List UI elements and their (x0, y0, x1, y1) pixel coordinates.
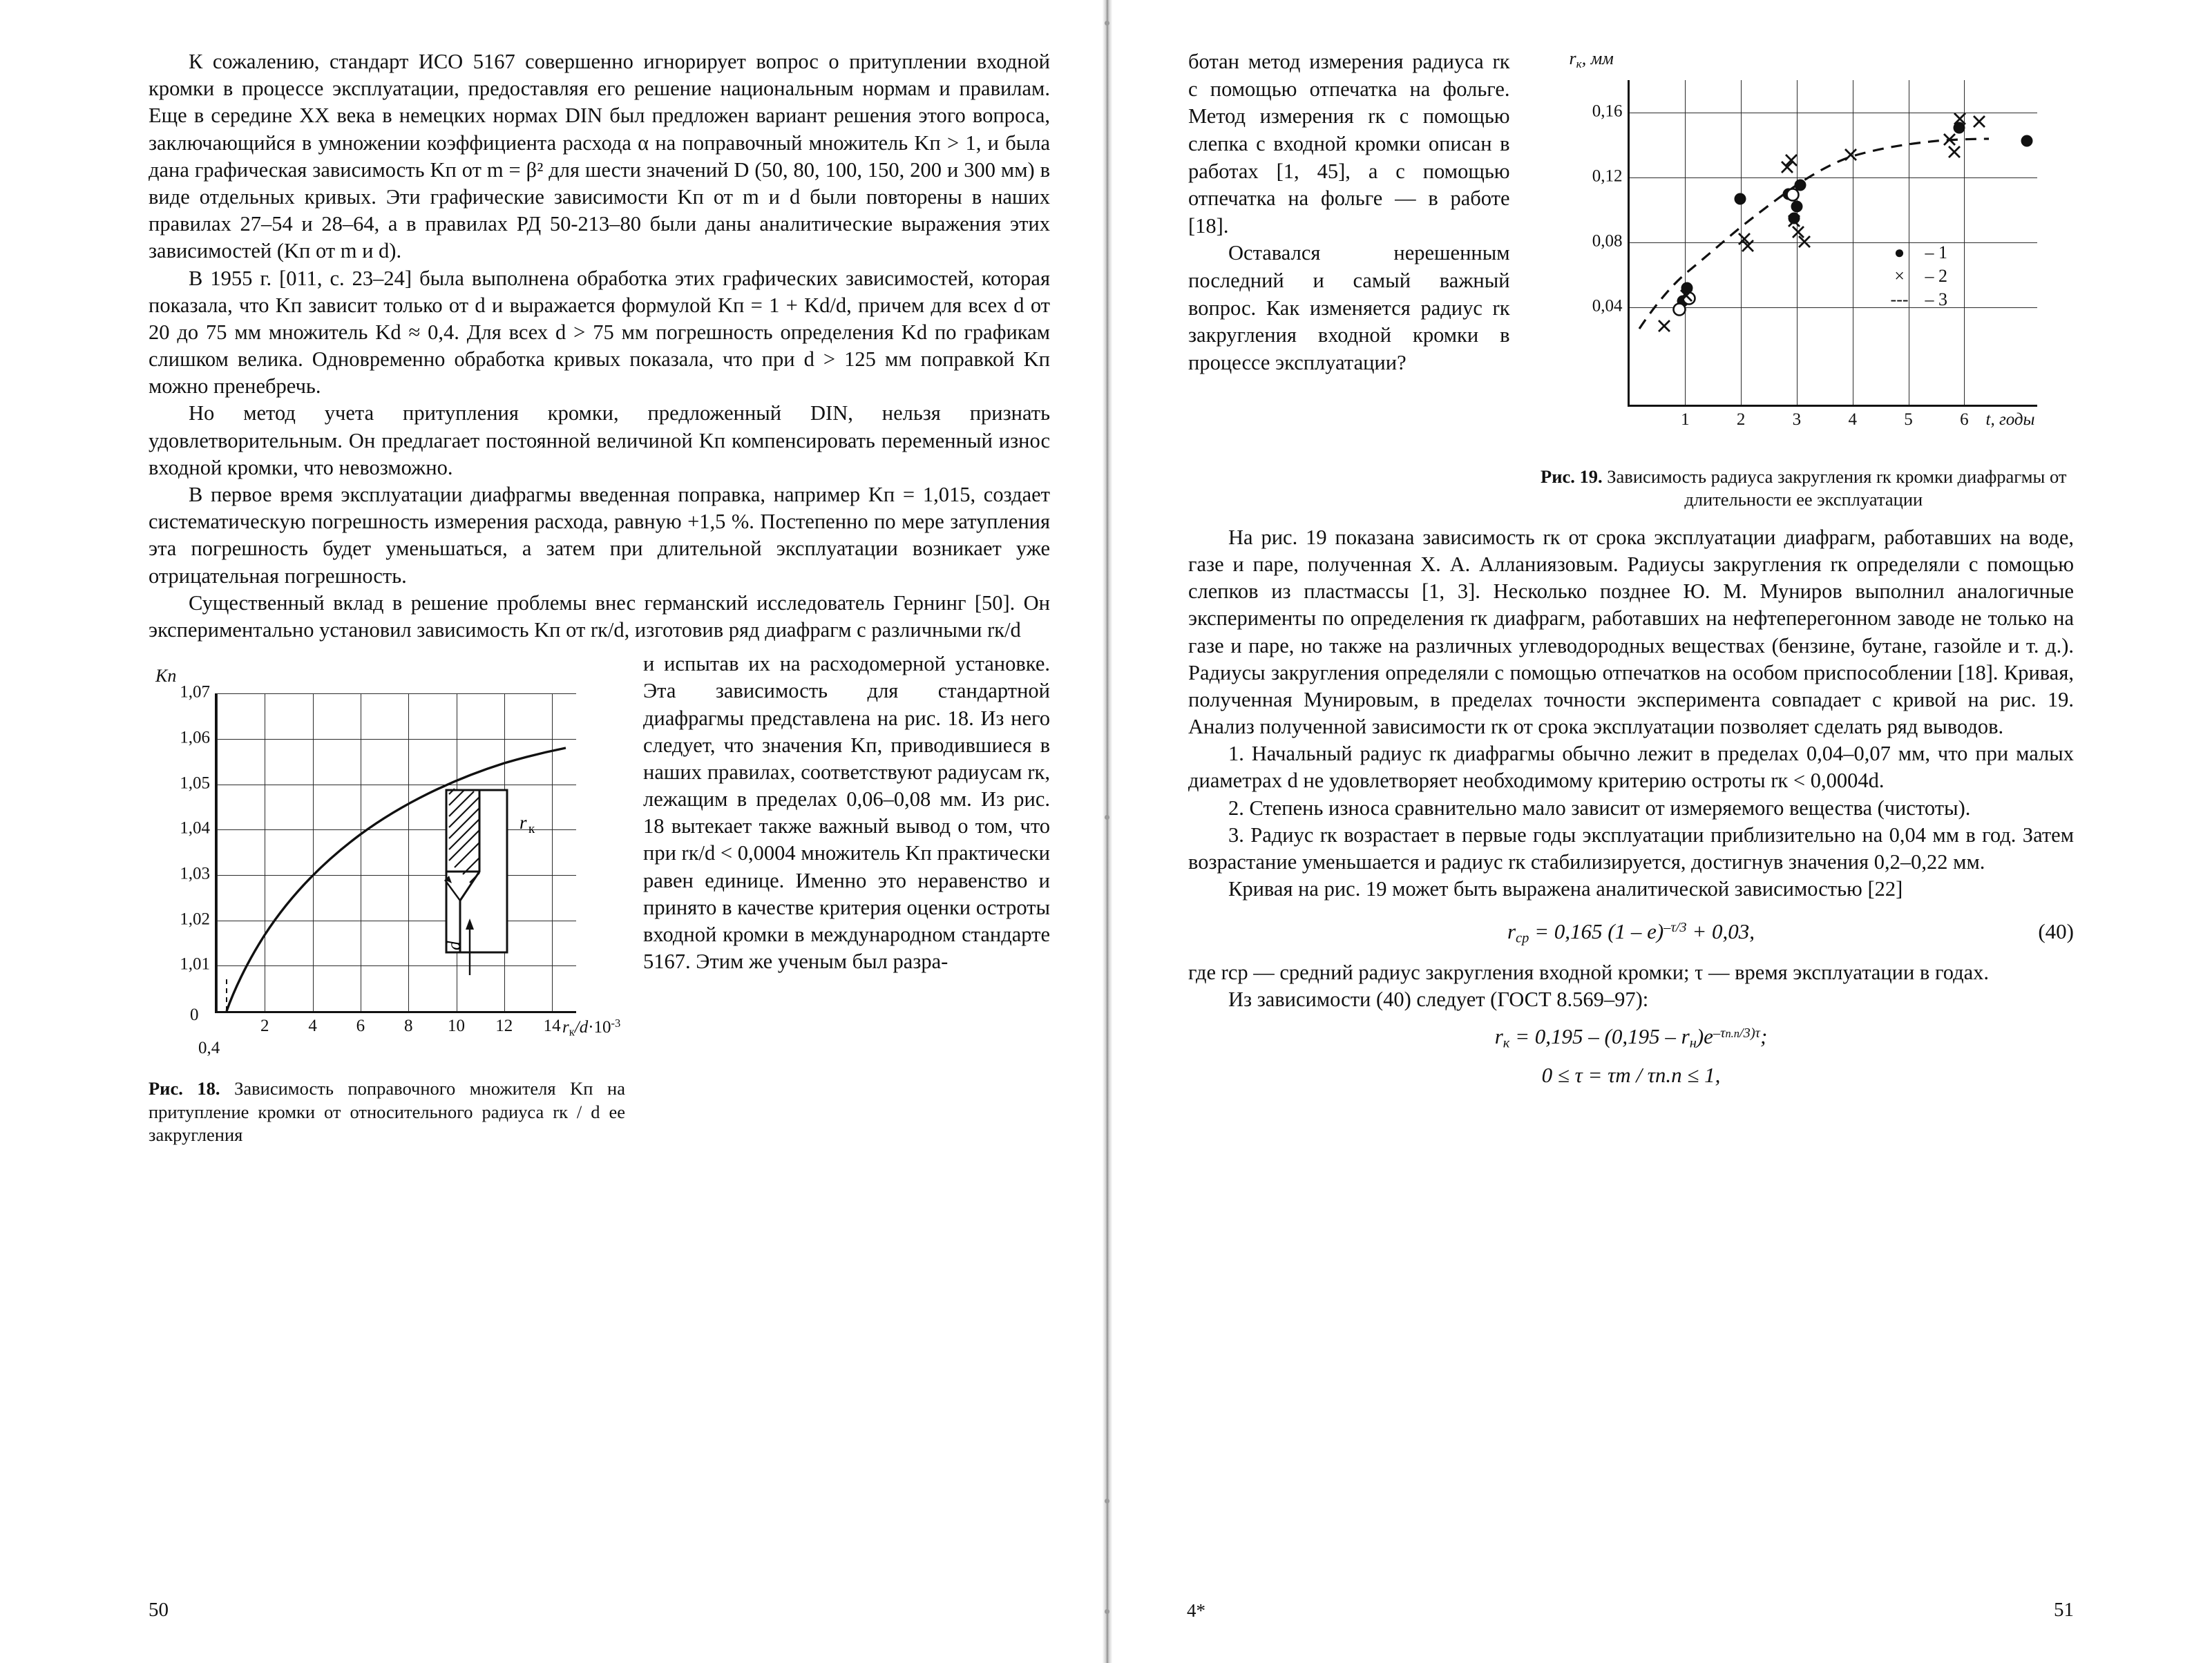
legend-item (1884, 240, 1948, 264)
left-page-side-column (643, 651, 1050, 1146)
figure-18-y-axis-label: Kп (155, 666, 177, 686)
paragraph: Оставался нерешенным последний и самый важный вопрос. Как изменяется радиус rк закругления входной кромки в процессе эксплуатации? (1188, 241, 1510, 375)
formula-rk: $r_к = 0,195 - (0,195 - r_н)e^{-\tau п.п/3)\tau}$; (1494, 1024, 1768, 1052)
formula-tau: 0 ≤ τ = τт / τп.п ≤ 1, (1541, 1063, 1721, 1088)
figure-18-caption-label: Рис. 18. (149, 1078, 220, 1099)
figure-and-text-block (149, 651, 1050, 1146)
figure-18-x-start-label: 0,4 (198, 1039, 220, 1058)
figure-18-xtick: 12 (495, 1017, 513, 1036)
figure-18 (149, 666, 625, 1059)
legend-item (1884, 287, 1948, 311)
figure-19-column (1534, 48, 2074, 512)
figure-18-origin-label: 0 (190, 1006, 199, 1025)
figure-18-x-axis-label: $r_к/d\cdot 10^{-3}$ (562, 1017, 621, 1039)
paragraph: Но метод учета притупления кромки, предложенный DIN, нельзя признать удовлетворительным. Он предлагает постоянной величиной Kп компенсировать переменный износ входной кромки, что невозможно. (149, 401, 1050, 479)
paragraph: В первое время эксплуатации диафрагмы введенная поправка, например Kп = 1,015, создает систематическую погрешность измерения расхода, равную +1,5 %. Постепенно по мере затупления эта погрешность будет уменьшаться, а затем при длительной эксплуатации возникает уже отрицательная погрешность. (149, 483, 1050, 588)
figure-18-xtick: 8 (403, 1017, 413, 1036)
figure-19-xtick: 5 (1904, 410, 1913, 429)
figure-18-ytick: 1,01 (180, 954, 210, 974)
figure-19 (1534, 48, 2072, 456)
paragraph: К сожалению, стандарт ИСО 5167 совершенно игнорирует вопрос о притуплении входной кромки в процессе эксплуатации, предоставляя его решение национальным нормам и правилам. Еще в середине XX века в немецких нормах DIN был предложен вариант решения этого вопроса, заключающийся в умножении коэффициента расхода α на поправочный множитель Kп > 1, и была дана графическая зависимость Kп от m = β² для шести значений D (50, 80, 100, 150, 200 и 300 мм) в виде отдельных кривых. Эти графические зависимости Kп от m и d были повторены в наших правилах 27–54 и 28–64, а в правилах РД 50-213–80 были даны аналитические выражения этих зависимостей (Kп от m и d). (149, 50, 1050, 263)
figure-18-ytick: 1,05 (180, 773, 210, 793)
figure-19-xtick: 1 (1681, 410, 1690, 429)
figure-18-column (149, 651, 625, 1146)
paragraph: В 1955 г. [011, с. 23–24] была выполнена обработка этих графических зависимостей, которая показала, что Kп зависит только от d и выражается формулой Kп = 1 + Kd/d, причем для всех d от 20 до 75 мм множитель Kd ≈ 0,4. Для всех d > 75 мм погрешность определения Kd по графикам слишком велика. Одновременно обработка кривых показала, что при d > 125 мм поправкой Kп можно пренебречь. (149, 266, 1050, 398)
figure-19-y-axis-label: $r_к$, мм (1569, 48, 1614, 70)
paragraph: Существенный вклад в решение проблемы внес германский исследователь Гернинг [50]. Он экспериментально установил зависимость Kп от rк/d, изготовив ряд диафрагм с различными rк/d (149, 590, 1050, 642)
legend-label: – 2 (1925, 265, 1948, 286)
figure-19-ytick: 0,16 (1592, 102, 1623, 121)
figure-18-plot-area (180, 682, 621, 1039)
paragraph: 2. Степень износа сравнительно мало зависит от измеряемого вещества (чистоты). (1228, 796, 1971, 820)
figure-19-ytick: 0,12 (1592, 166, 1623, 186)
legend-marker-cross: × (1894, 265, 1905, 286)
legend-marker-dashed: --- (1890, 289, 1909, 309)
paragraph: Из зависимости (40) следует (ГОСТ 8.569–97): (1228, 988, 1649, 1012)
figure-18-xtick: 2 (260, 1017, 269, 1036)
paragraph: 1. Начальный радиус rк диафрагмы обычно лежит в пределах 0,04–0,07 мм, что при малых диаметрах d не удовлетворяет необходимому критерию остроты rк < 0,0004d. (1188, 742, 2074, 793)
svg-text:d: d (444, 941, 464, 951)
formula-40-body: $r_{ср} = 0,165$ (1 – e)$^{-\tau/3}$ + 0,03, (1507, 919, 1755, 947)
formula-40-number: (40) (2038, 919, 2074, 944)
figure-18-xtick: 4 (308, 1017, 317, 1036)
figure-19-caption-text: Зависимость радиуса закругления rк кромки диафрагмы от длительности ее эксплуатации (1602, 466, 2067, 510)
paragraph: 3. Радиус rк возрастает в первые годы эксплуатации приблизительно на 0,04 мм в год. Затем возрастание уменьшается и радиус rк стабилизируется, достигнув значения 0,2–0,22 мм. (1188, 823, 2074, 874)
svg-text:r: r (519, 812, 527, 834)
legend-label: – 3 (1925, 289, 1948, 309)
figure-19-caption-label: Рис. 19. (1541, 466, 1603, 487)
figure-19-xtick: 2 (1736, 410, 1746, 429)
figure-19-x-axis-label: t, годы (1985, 410, 2035, 429)
figure-18-ytick: 1,03 (180, 864, 210, 883)
figure-18-ytick: 1,07 (180, 682, 210, 702)
figure-19-xtick: 4 (1848, 410, 1857, 429)
figure-18-ytick: 1,02 (180, 910, 210, 929)
paragraph: и испытав их на расходомерной установке. Эта зависимость для стандартной диафрагмы представлена на рис. 18. Из него следует, что значения Kп, приводившиеся в наших правилах, соответствуют радиусам rк, лежащим в пределах 0,06–0,08 мм. Из рис. 18 вытекает также важный вывод о том, что при rк/d < 0,0004 множитель Kп практически равен единице. Именно это неравенство и принято в качестве критерия оценки остроты входной кромки в международном стандарте 5167. Этим же ученым был разра- (643, 652, 1050, 974)
figure-19-xtick: 6 (1960, 410, 1969, 429)
figure-18-caption (149, 1077, 625, 1146)
right-page-top-block (1188, 48, 2074, 512)
signature-mark: 4* (1187, 1600, 1205, 1621)
figure-18-ytick: 1,04 (180, 818, 210, 838)
page-number-right: 51 (2054, 1599, 2074, 1621)
figure-18-ytick: 1,06 (180, 728, 210, 747)
legend-label: – 1 (1925, 242, 1948, 262)
paragraph: где rср — средний радиус закругления входной кромки; τ — время эксплуатации в годах. (1188, 961, 1990, 985)
left-page (0, 0, 1105, 1663)
formula-40 (1188, 919, 2074, 947)
figure-18-xtick: 14 (543, 1017, 561, 1036)
paragraph: ботан метод измерения радиуса rк с помощью отпечатка на фольге. Метод измерения rк с помощью слепка с входной кромки описан в работах [1, 45], а с помощью отпечатка на фольге — в работе [18]. (1188, 50, 1510, 238)
legend-item (1884, 264, 1948, 287)
figure-19-ytick: 0,04 (1592, 296, 1623, 316)
right-page-narrow-column (1188, 48, 1510, 512)
svg-text:к: к (528, 822, 535, 837)
figure-18-xtick: 10 (448, 1017, 465, 1036)
figure-18-caption-text: Зависимость поправочного множителя Kп на притупление кромки от относительного радиуса rк / d ее закругления (149, 1078, 625, 1145)
figure-19-caption (1534, 465, 2074, 512)
figure-19-xtick: 3 (1792, 410, 1802, 429)
figure-19-ytick: 0,08 (1592, 231, 1623, 251)
figure-19-legend (1884, 240, 1948, 311)
legend-marker-filled-circle: ● (1894, 242, 1905, 262)
right-page (1105, 0, 2212, 1663)
figure-19-plot-area (1592, 80, 2037, 429)
figure-18-curve (217, 693, 576, 1011)
paragraph: Кривая на рис. 19 может быть выражена аналитической зависимостью [22] (1228, 877, 1903, 901)
figure-19-data (1630, 80, 2037, 405)
page-number-left: 50 (149, 1599, 169, 1621)
figure-18-xtick: 6 (356, 1017, 365, 1036)
paragraph: На рис. 19 показана зависимость rк от срока эксплуатации диафрагм, работавших на воде, газе и паре, полученная Х. А. Алланиязовым. Радиусы закругления rк определяли с помощью слепков из пластмассы [1, 3]. Несколько позднее Ю. М. Муниров выполнил аналогичные эксперименты по определения rк диафрагм, работавших на нефтеперегонном заводе не только на газе и паре, но также на различных углеводородных веществах (бензине, бутане, газойле и т. д.). Радиусы закругления определяли с помощью отпечатков на особом приспособлении [18]. Кривая, полученная Мунировым, в пределах точности эксперимента совпадает с кривой на рис. 19. Анализ полученной зависимости rк от срока эксплуатации позволяет сделать ряд выводов. (1188, 525, 2074, 739)
